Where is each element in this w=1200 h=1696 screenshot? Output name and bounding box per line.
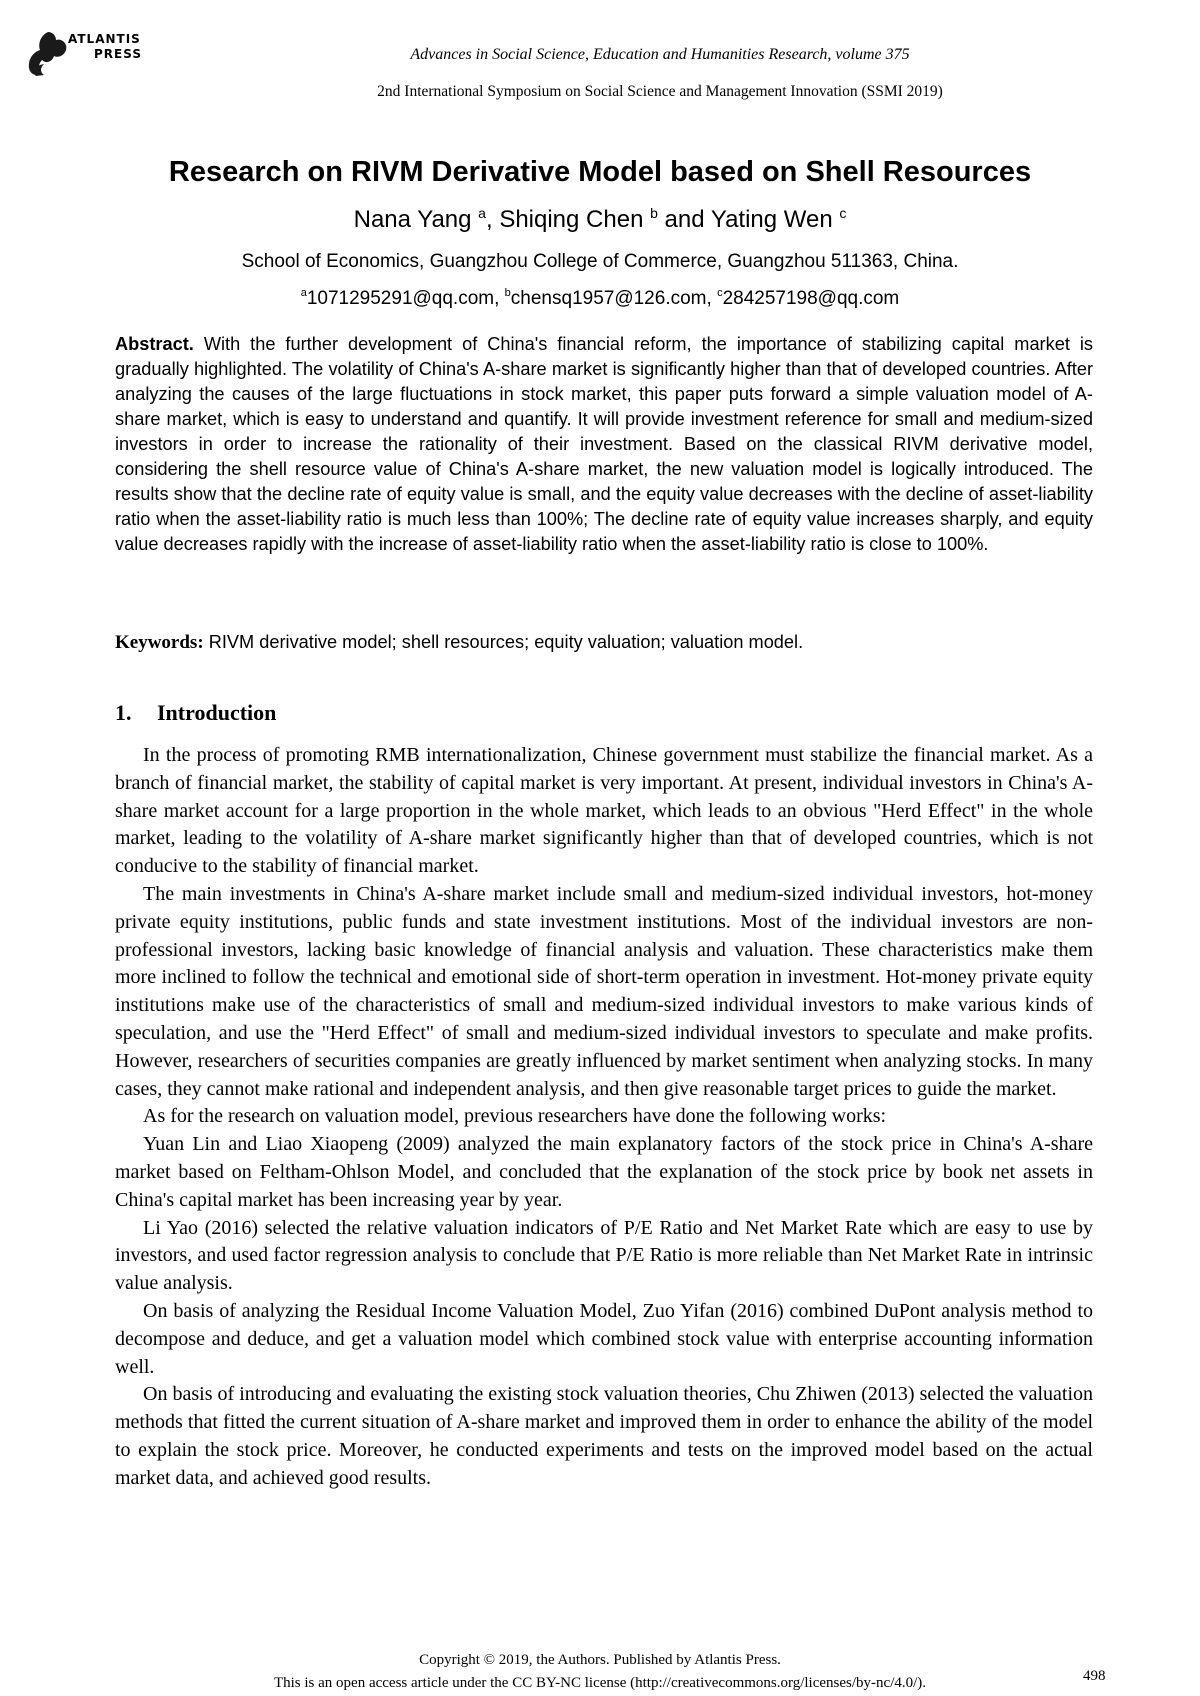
license-notice: This is an open access article under the CC BY-NC license (http://creativecommons.org/licenses/by-nc/4.0/). [273, 1675, 927, 1691]
abstract-label: Abstract. [115, 334, 194, 354]
author-name: Yating Wen [710, 206, 833, 233]
author-separator: and [657, 206, 711, 233]
email-mark: c [717, 287, 723, 299]
author-name: Nana Yang [353, 206, 472, 233]
author-name: Shiqing Chen [499, 206, 644, 233]
author-mark: a [478, 205, 486, 221]
logo-line-1: ATLANTIS [68, 32, 141, 46]
body-paragraph: Yuan Lin and Liao Xiaopeng (2009) analyzed the main explanatory factors of the stock price in China's A-share market based on Feltham-Ohlson Model, and concluded that the explanation of the stock price by book net assets in China's capital market has been increasing year by year. [115, 1133, 1093, 1211]
body-paragraph: In the process of promoting RMB internationalization, Chinese government must stabilize the financial market. As a branch of financial market, the stability of capital market is very important. At present, individual investors in China's A-share market account for a large proportion in the whole market, which leads to an obvious "Herd Effect" in the whole market, leading to the volatility of A-share market significantly higher than that of developed countries, which is not conducive to the stability of financial market. [115, 744, 1093, 878]
body-paragraph: On basis of analyzing the Residual Income Valuation Model, Zuo Yifan (2016) combined DuPont analysis method to decompose and deduce, and get a valuation model which combined stock value with enterprise accounting information well. [115, 1299, 1093, 1378]
email-mark: b [504, 287, 511, 299]
email-address: 284257198@qq.com [722, 288, 900, 309]
keywords [115, 632, 1093, 654]
section-heading [115, 700, 276, 726]
author-mark: b [650, 205, 658, 221]
keywords-label: Keywords: [115, 632, 204, 653]
author-mark: c [839, 205, 847, 221]
body-paragraph: As for the research on valuation model, previous researchers have done the following works: [143, 1105, 887, 1128]
section-body [115, 742, 1093, 1493]
body-paragraph: The main investments in China's A-share market include small and medium-sized individual investors, hot-money private equity institutions, public funds and state investment institutions. Most of the individual investors are non-professional investors, lacking basic knowledge of financial analysis and valuation. These characteristics make them more inclined to follow the technical and emotional side of short-term operation in investment. Hot-money private equity institutions make use of the characteristics of small and medium-sized individual investors to make various kinds of speculation, and use the "Herd Effect" of small and medium-sized individual investors to speculate and make profits. However, researchers of securities companies are greatly influenced by market sentiment when analyzing stocks. In many cases, they cannot make rational and independent analysis, and then give reasonable target prices to guide the market. [115, 882, 1093, 1100]
abstract [115, 332, 1093, 557]
author-emails: $^a$1071295291@qq.com, $^b$chensq1957@126.com, $^c$284257198@qq.com [300, 287, 900, 309]
conference-title: 2nd International Symposium on Social Science and Management Innovation (SSMI 2019) [377, 83, 943, 100]
copyright-notice: Copyright © 2019, the Authors. Published by Atlantis Press. [419, 1652, 781, 1668]
email-address: 1071295291@qq.com [306, 288, 495, 309]
section-number: 1. [115, 700, 132, 725]
author-separator: , [485, 206, 500, 233]
abstract-text: With the further development of China's financial reform, the importance of stabilizing capital market is gradually highlighted. The volatility of China's A-share market is significantly higher than that of developed countries. After analyzing the causes of the large fluctuations in stock market, this paper puts forward a simple valuation model of A-share market, which is easy to understand and quantify. It will provide investment reference for small and medium-sized investors in order to increase the rationality of their investment. Based on the classical RIVM derivative model, considering the shell resource value of China's A-share market, the new valuation model is logically introduced. The results show that the decline rate of equity value is small, and the equity value decreases with the decline of asset-liability ratio when the asset-liability ratio is much less than 100%; The decline rate of equity value increases sharply, and equity value decreases rapidly with the increase of asset-liability ratio when the asset-liability ratio is close to 100%. [115, 334, 1093, 554]
email-mark: a [300, 287, 307, 299]
author-list [0, 205, 1200, 234]
paper-title: Research on RIVM Derivative Model based on Shell Resources [168, 156, 1032, 188]
keywords-text: RIVM derivative model; shell resources; equity valuation; valuation model. [208, 632, 804, 652]
series-title: Advances in Social Science, Education and Humanities Research, volume 375 [410, 46, 910, 63]
email-address: chensq1957@126.com [510, 288, 707, 309]
body-paragraph: Li Yao (2016) selected the relative valuation indicators of P/E Ratio and Net Market Rate which are easy to use by investors, and used factor regression analysis to conclude that P/E Ratio is more reliable than Net Market Rate in intrinsic value analysis. [115, 1216, 1093, 1295]
section-title: Introduction [157, 700, 277, 725]
page-number: 498 [1083, 1668, 1106, 1684]
logo-line-2: PRESS [94, 47, 142, 61]
body-paragraph: On basis of introducing and evaluating the existing stock valuation theories, Chu Zhiwen (2013) selected the valuation methods that fitted the current situation of A-share market and improved them in order to enhance the ability of the model to explain the stock price. Moreover, he conducted experiments and tests on the improved model based on the actual market data, and achieved good results. [115, 1383, 1093, 1489]
affiliation: School of Economics, Guangzhou College of Commerce, Guangzhou 511363, China. [241, 251, 959, 272]
